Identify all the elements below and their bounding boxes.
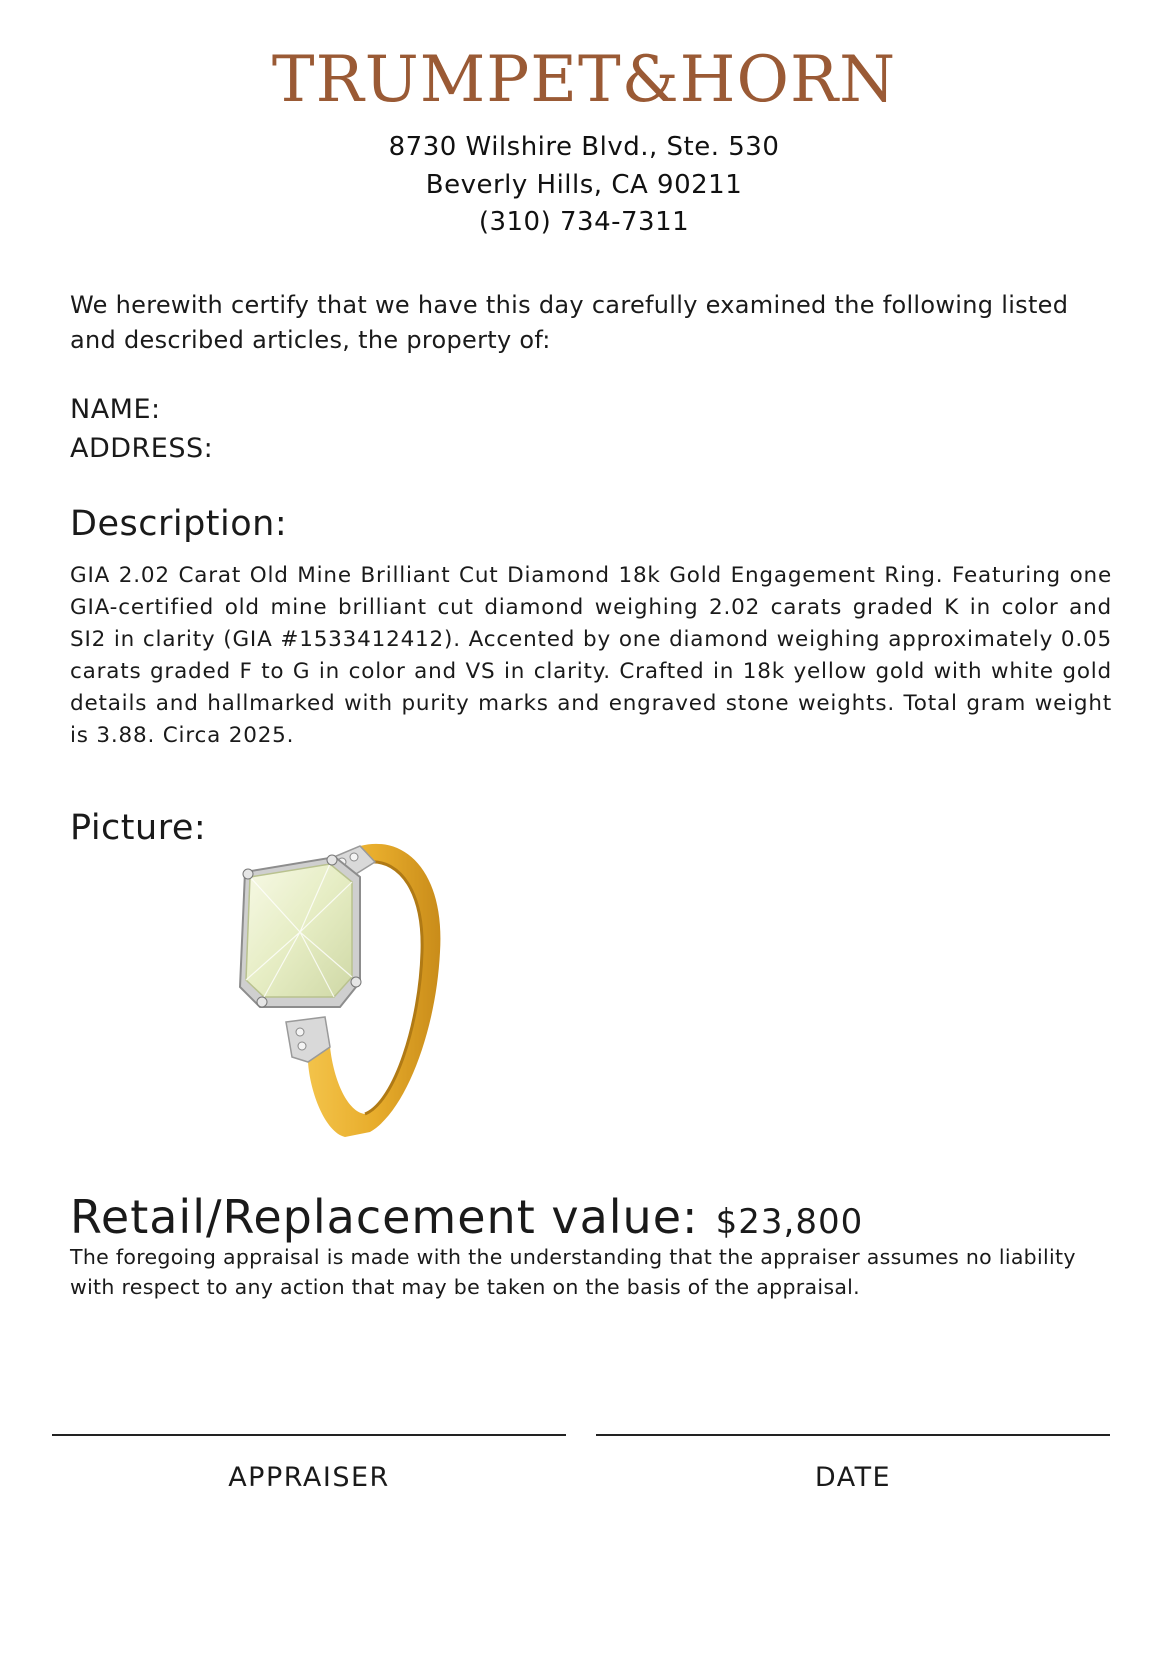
owner-name-label: NAME: [70, 394, 161, 425]
brand-logo: TRUMPET&HORN [271, 43, 897, 117]
address-line-1: 8730 Wilshire Blvd., Ste. 530 [388, 132, 780, 162]
certification-statement: We herewith certify that we have this day carefully examined the following listed and described articles, the property of: [70, 291, 1069, 354]
retail-value-label: Retail/Replacement value: [70, 1190, 699, 1244]
picture-heading: Picture: [70, 808, 207, 848]
appraisal-disclaimer: The foregoing appraisal is made with the understanding that the appraiser assumes no liability with respect to any action that may be taken on the basis of the appraisal. [70, 1245, 1076, 1299]
appraiser-signature-line [52, 1434, 566, 1436]
phone-number: (310) 734-7311 [478, 207, 690, 237]
description-heading: Description: [70, 504, 288, 544]
date-signature-line [596, 1434, 1110, 1436]
owner-address-label: ADDRESS: [70, 433, 214, 464]
appraiser-label: APPRAISER [228, 1462, 390, 1493]
description-text: GIA 2.02 Carat Old Mine Brilliant Cut Diamond 18k Gold Engagement Ring. Featuring one GIA-certified old mine brilliant cut diamond weighing 2.02 carats graded K in color and SI2 in clarity (GIA #1533412412). Accented by one diamond weighing approximately 0.05 carats graded F to G in color and VS in clarity. Crafted in 18k yellow gold with white gold details and hallmarked with purity marks and engraved stone weights. Total gram weight is 3.88. Circa 2025. [70, 563, 1112, 748]
date-label: DATE [814, 1462, 892, 1493]
address-line-2: Beverly Hills, CA 90211 [425, 170, 743, 200]
retail-value-amount: $23,800 [715, 1202, 864, 1242]
retail-value-row [70, 1190, 863, 1244]
ring-photo [230, 832, 470, 1142]
